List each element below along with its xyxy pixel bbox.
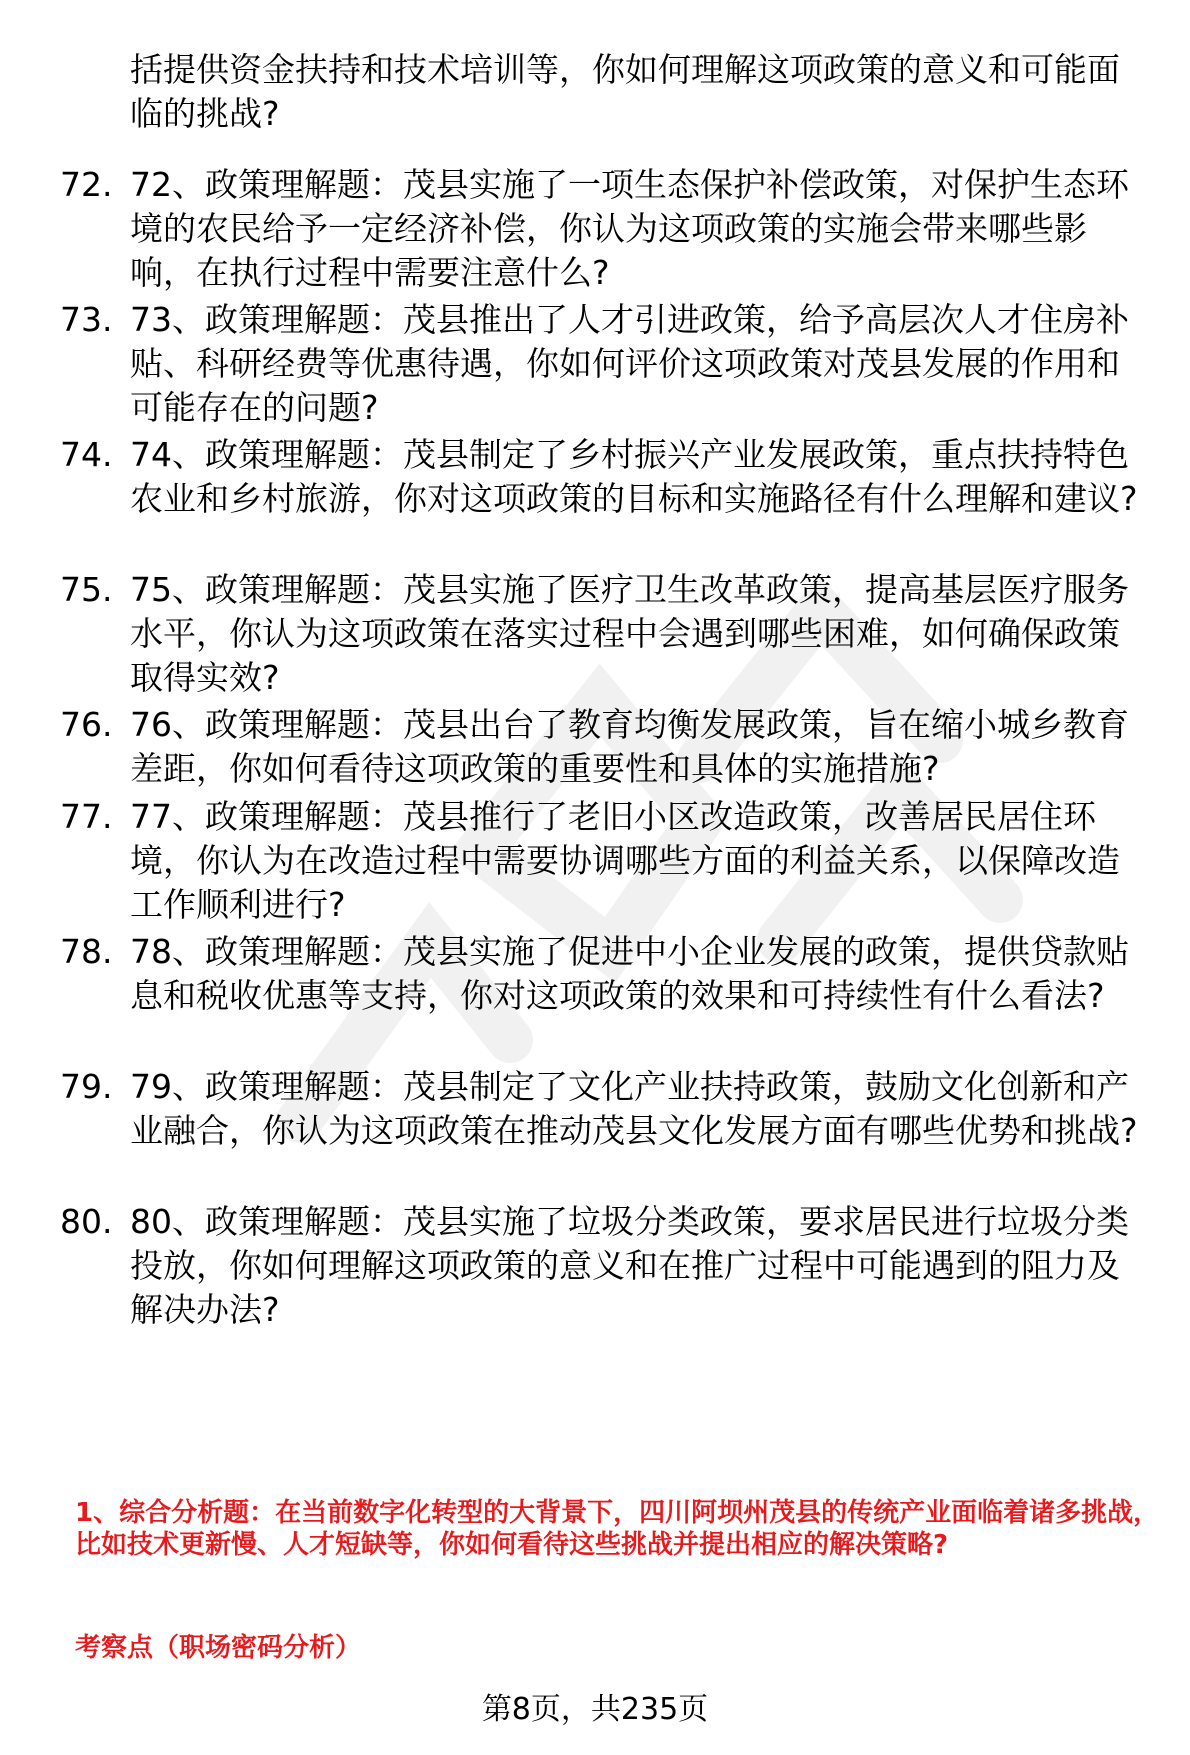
item-text: 77、政策理解题：茂县推行了老旧小区改造政策，改善居民居住环境，你认为在改造过程中需要协调哪些方面的利益关系，以保障改造工作顺利进行?	[130, 797, 1120, 924]
item-number: 80.	[60, 1202, 113, 1241]
item-text: 76、政策理解题：茂县出台了教育均衡发展政策，旨在缩小城乡教育差距，你如何看待这项政策的重要性和具体的实施措施?	[130, 705, 1129, 788]
page-footer: 第8页，共235页	[481, 1692, 709, 1727]
item-text: 75、政策理解题：茂县实施了医疗卫生改革政策，提高基层医疗服务水平，你认为这项政策在落实过程中会遇到哪些困难，如何确保政策取得实效?	[130, 570, 1129, 697]
highlight-question: 1、综合分析题：在当前数字化转型的大背景下，四川阿坝州茂县的传统产业面临着诸多挑战，比如技术更新慢、人才短缺等，你如何看待这些挑战并提出相应的解决策略?	[75, 1498, 1160, 1560]
continued-question-text: 括提供资金扶持和技术培训等，你如何理解这项政策的意义和可能面临的挑战?	[130, 50, 1120, 133]
item-number: 74.	[60, 435, 113, 474]
item-text: 74、政策理解题：茂县制定了乡村振兴产业发展政策，重点扶持特色农业和乡村旅游，你对这项政策的目标和实施路径有什么理解和建议?	[130, 435, 1138, 518]
item-text: 80、政策理解题：茂县实施了垃圾分类政策，要求居民进行垃圾分类投放，你如何理解这项政策的意义和在推广过程中可能遇到的阻力及解决办法?	[130, 1202, 1129, 1329]
item-text: 78、政策理解题：茂县实施了促进中小企业发展的政策，提供贷款贴息和税收优惠等支持，你对这项政策的效果和可持续性有什么看法?	[130, 932, 1129, 1015]
item-number: 78.	[60, 932, 113, 971]
item-number: 75.	[60, 570, 113, 609]
item-number: 76.	[60, 705, 113, 744]
item-number: 72.	[60, 165, 113, 204]
item-text: 79、政策理解题：茂县制定了文化产业扶持政策，鼓励文化创新和产业融合，你认为这项政策在推动茂县文化发展方面有哪些优势和挑战?	[130, 1067, 1138, 1150]
item-number: 77.	[60, 797, 113, 836]
item-text: 72、政策理解题：茂县实施了一项生态保护补偿政策，对保护生态环境的农民给予一定经济补偿，你认为这项政策的实施会带来哪些影响，在执行过程中需要注意什么?	[130, 165, 1129, 292]
item-number: 79.	[60, 1067, 113, 1106]
highlight-subheading: 考察点（职场密码分析）	[75, 1633, 362, 1663]
item-text: 73、政策理解题：茂县推出了人才引进政策，给予高层次人才住房补贴、科研经费等优惠待遇，你如何评价这项政策对茂县发展的作用和可能存在的问题?	[130, 300, 1129, 427]
item-number: 73.	[60, 300, 113, 339]
